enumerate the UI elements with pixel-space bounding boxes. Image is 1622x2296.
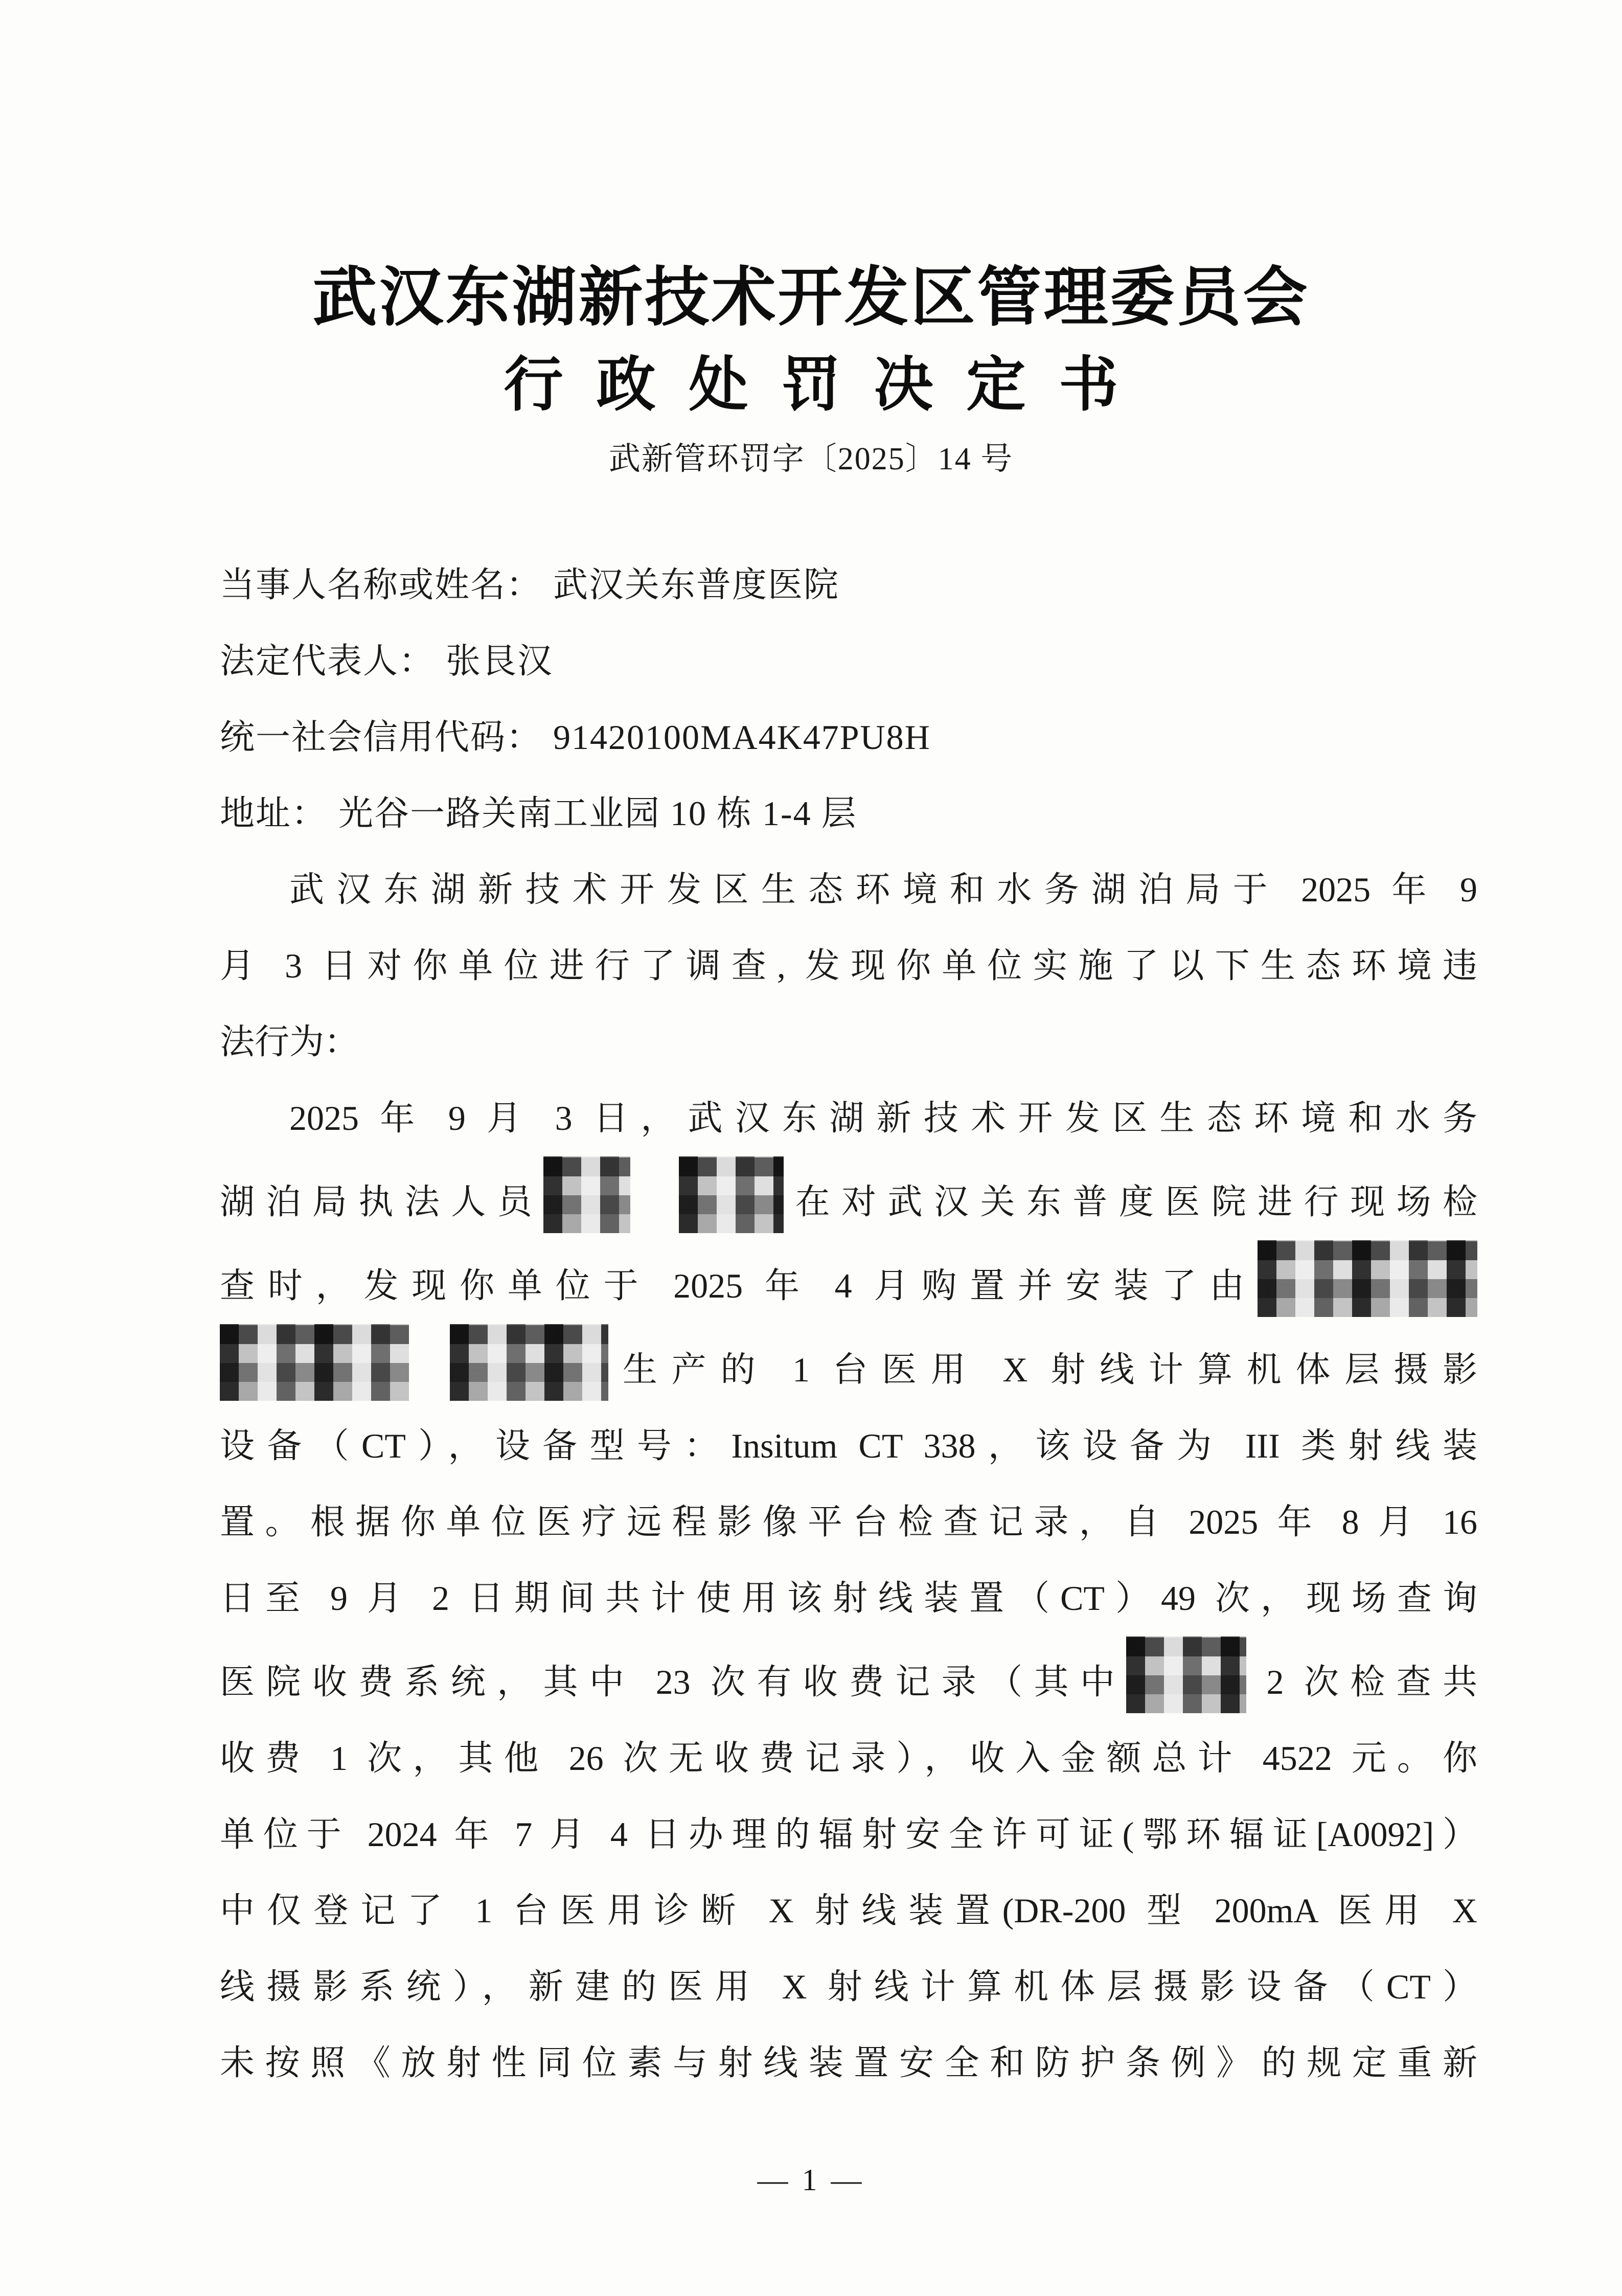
body-line xyxy=(220,1560,1477,1636)
field-value: 91420100MA4K47PU8H xyxy=(553,718,931,757)
redaction-block xyxy=(543,1156,630,1233)
body-line xyxy=(220,1873,1477,1949)
body-lines xyxy=(220,547,1477,2101)
redaction-block xyxy=(220,1324,409,1401)
line-text: 月 3 日对你单位进行了调查, 发现你单位实施了以下生态环境违 xyxy=(220,946,1477,986)
decision-title: 行政处罚决定书 xyxy=(504,352,1152,418)
field-label: 法定代表人： xyxy=(220,642,435,681)
line-text: 中仅登记了 1 台医用诊断 X 射线装置(DR-200 型 200mA 医用 X xyxy=(220,1891,1477,1930)
redaction-block xyxy=(679,1156,784,1233)
line-text: 日至 9 月 2 日期间共计使用该射线装置（CT）49 次，现场查询 xyxy=(220,1579,1477,1618)
redaction-gap xyxy=(409,1376,450,1381)
field-label: 当事人名称或姓名： xyxy=(220,565,542,605)
body-line xyxy=(220,1080,1477,1156)
redaction-block xyxy=(1126,1636,1246,1713)
document-header xyxy=(0,0,1622,482)
party-field-line xyxy=(220,623,1477,699)
body-line xyxy=(220,1484,1477,1560)
body-line xyxy=(220,2025,1477,2101)
field-value: 张艮汉 xyxy=(446,642,554,681)
body-line xyxy=(220,1324,1477,1408)
line-text: 单位于 2024 年 7 月 4 日办理的辐射安全许可证(鄂环辐证[A0092]） xyxy=(220,1815,1477,1854)
redaction-gap xyxy=(630,1209,679,1214)
authority-title: 武汉东湖新技术开发区管理委员会 xyxy=(312,263,1310,334)
body-line xyxy=(220,1636,1477,1720)
body-line xyxy=(220,1156,1477,1240)
body-line xyxy=(220,1949,1477,2025)
line-text: 湖泊局执法人员 xyxy=(220,1183,544,1222)
line-text: 2025 年 9 月 3 日，武汉东湖新技术开发区生态环境和水务 xyxy=(289,1099,1477,1138)
body-line xyxy=(220,928,1477,1004)
body-line xyxy=(220,1797,1477,1873)
field-value: 武汉关东普度医院 xyxy=(553,565,840,605)
line-text: 2 次检查共 xyxy=(1246,1663,1477,1702)
field-value: 光谷一路关南工业园 10 栋 1-4 层 xyxy=(338,794,857,833)
body-line xyxy=(220,852,1477,928)
body-line xyxy=(220,1408,1477,1484)
party-field-line xyxy=(220,699,1477,776)
line-text: 生产的 1 台医用 X 射线计算机体层摄影 xyxy=(608,1350,1477,1390)
line-text: 设备（CT），设备型号：Insitum CT 338，该设备为 III 类射线装 xyxy=(220,1426,1477,1466)
line-text: 在对武汉关东普度医院进行现场检 xyxy=(784,1183,1477,1222)
redaction-block xyxy=(1258,1240,1477,1317)
line-text: 医院收费系统，其中 23 次有收费记录（其中 xyxy=(220,1663,1127,1702)
body-line xyxy=(220,1720,1477,1797)
line-text: 未按照《放射性同位素与射线装置安全和防护条例》的规定重新 xyxy=(220,2043,1477,2083)
document-number: 武新管环罚字〔2025〕14 号 xyxy=(608,442,1014,477)
redaction-block xyxy=(450,1324,608,1401)
body-line xyxy=(220,1240,1477,1324)
line-text: 收费 1 次，其他 26 次无收费记录），收入金额总计 4522 元。你 xyxy=(220,1739,1477,1778)
party-field-line xyxy=(220,776,1477,852)
field-label: 统一社会信用代码： xyxy=(220,718,542,757)
field-label: 地址： xyxy=(220,794,328,833)
line-text: 查时，发现你单位于 2025 年 4 月购置并安装了由 xyxy=(220,1266,1258,1306)
line-text: 置。根据你单位医疗远程影像平台检查记录，自 2025 年 8 月 16 xyxy=(220,1503,1477,1542)
line-text: 线摄影系统），新建的医用 X 射线计算机体层摄影设备（CT） xyxy=(220,1967,1477,2007)
party-field-line xyxy=(220,547,1477,623)
line-text: 法行为： xyxy=(220,1022,359,1062)
body-line xyxy=(220,1004,1477,1080)
page-number: — 1 — xyxy=(757,2163,865,2197)
line-text: 武汉东湖新技术开发区生态环境和水务湖泊局于 2025 年 9 xyxy=(289,870,1477,910)
